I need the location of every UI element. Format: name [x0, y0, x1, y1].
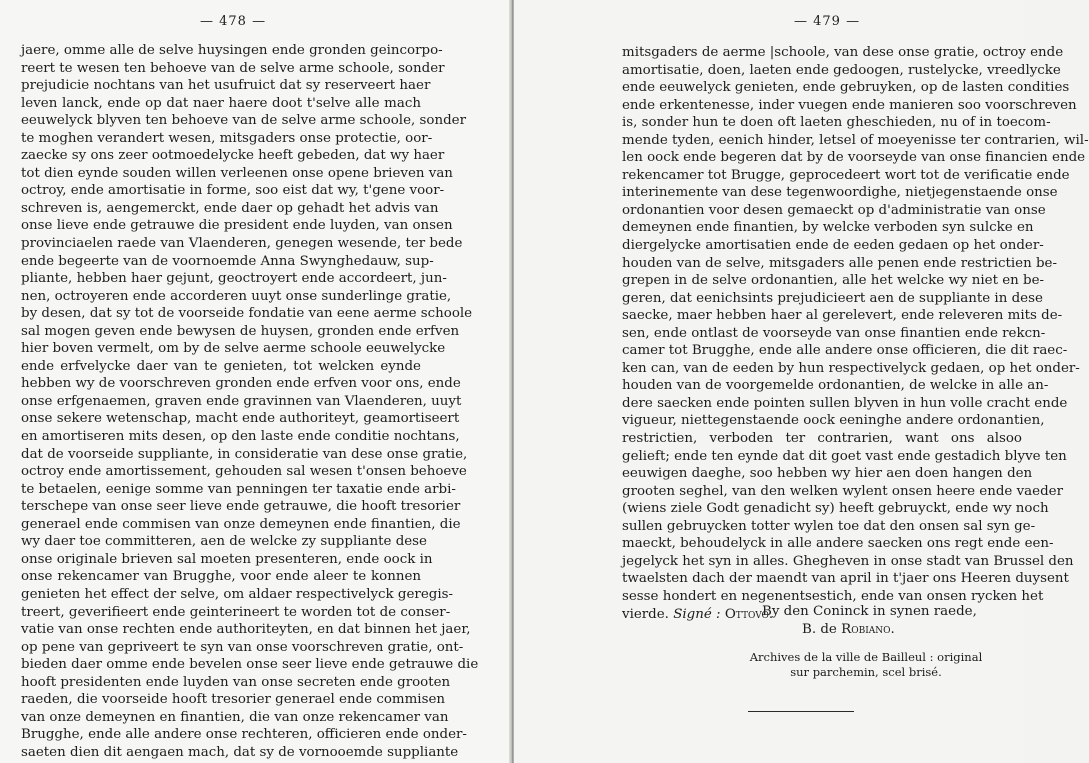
- text-line: (wiens ziele Godt genadicht sy) heeft gebruyckt, ende wy noch: [622, 501, 1049, 517]
- text-line: genieten het effect der selve, om aldaer respectivelyck geregis-: [21, 586, 453, 602]
- signatory: [802, 621, 895, 639]
- left-page-body: [21, 42, 479, 761]
- archive-note-line: sur parchemin, scel brisé.: [790, 665, 942, 679]
- text-line: sen, ende ontlast de voorseyde van onse finantien ende rekcn-: [622, 325, 1046, 341]
- text-line: sullen gebruycken totter wylen toe dat den onsen sal syn ge-: [622, 518, 1036, 534]
- text-line: is, sonder hun te doen oft laeten gheschieden, nu of in toecom-: [622, 115, 1051, 131]
- text-line: hebben wy de voorschreven gronden ende erfven voor ons, ende: [21, 376, 461, 392]
- page-number-right: — 479 —: [794, 14, 861, 29]
- text-line: hooft presidenten ende luyden van onse secreten ende grooten: [21, 674, 451, 690]
- text-line: sal mogen geven ende bewysen de huysen, gronden ende erfven: [21, 323, 460, 339]
- closing-word: vierde.: [622, 606, 669, 622]
- text-line: onse erfgenaemen, graven ende gravinnen van Vlaenderen, uuyt: [21, 393, 462, 409]
- text-line: generael ende commisen van onze demeynen ende finantien, die: [21, 516, 461, 532]
- text-line: amortisatie, doen, laeten ende gedoogen, rustelycke, vreedlycke: [622, 62, 1061, 78]
- signatory-name: Robiano.: [841, 622, 895, 637]
- text-line: interinemente van dese tegenwoordighe, nietjegenstaende onse: [622, 185, 1058, 201]
- text-line: te moghen verandert wesen, mitsgaders onse protectie, oor-: [21, 130, 433, 146]
- signature-line: By den Coninck in synen raede,: [762, 604, 977, 619]
- text-line: grepen in de selve ordonantien, alle het welcke wy niet en be-: [622, 273, 1045, 289]
- text-line: bieden daer omme ende bevelen onse seer lieve ende getrauwe die: [21, 657, 479, 673]
- text-line: pliante, hebben haer gejunt, geoctroyert ende accordeert, jun-: [21, 271, 447, 287]
- text-line: wy daer toe committeren, aen de welcke zy suppliante dese: [21, 534, 427, 550]
- text-line: op pene van gepriveert te syn van onse voorschreven gratie, ont-: [21, 639, 464, 655]
- text-line: prejudicie nochtans van het usufruict dat sy reserveert haer: [21, 78, 431, 94]
- left-page: [0, 0, 512, 763]
- text-line: houden van de voorgemelde ordonantien, de welcke in alle an-: [622, 378, 1049, 394]
- text-line: Brugghe, ende alle andere onse rechteren, officieren ende onder-: [21, 727, 467, 743]
- text-line: ken can, van de eeden by hun respectivelyck gedaen, op het onder-: [622, 360, 1080, 376]
- text-line: rekencamer tot Brugge, geprocedeert wort tot de verificatie ende: [622, 167, 1070, 183]
- text-line: eeuwigen daeghe, soo hebben wy hier aen doen hangen den: [622, 466, 1033, 482]
- text-line: nen, octroyeren ende accorderen uuyt onse sunderlinge gratie,: [21, 288, 452, 304]
- text-line: ende erkentenesse, inder vuegen ende manieren soo voorschreven: [622, 97, 1077, 113]
- text-line: terschepe van onse seer lieve ende getrauwe, die hooft tresorier: [21, 499, 461, 515]
- text-line: treert, geverifieert ende geinterineert te worden tot de conser-: [21, 604, 451, 620]
- text-line: diergelycke amortisatien ende de eeden gedaen op het onder-: [622, 238, 1044, 254]
- signe-label: Signé :: [673, 606, 721, 622]
- text-line: jaere, omme alle de selve huysingen ende gronden geincorpo-: [21, 43, 443, 58]
- text-line: en amortiseren mits desen, op den laste ende conditie nochtans,: [21, 429, 460, 445]
- text-line: mitsgaders de aerme |schoole, van dese onse gratie, octroy ende: [622, 45, 1064, 60]
- text-line: onse rekencamer van Brugghe, voor ende aleer te konnen: [21, 569, 421, 585]
- archive-note: [736, 650, 996, 680]
- text-line: houden van de selve, mitsgaders alle penen ende restrictien be-: [622, 255, 1057, 271]
- text-line: grooten seghel, van den welken wylent onsen heere ende vaeder: [622, 483, 1063, 499]
- text-line: provinciaelen raede van Vlaenderen, genegen wesende, ter bede: [21, 236, 463, 252]
- closing-rule: [748, 711, 854, 712]
- page-number-left: — 478 —: [200, 14, 267, 29]
- text-line: geren, dat eenichsints prejudicieert aen de suppliante in dese: [622, 290, 1043, 306]
- text-line: ordonantien voor desen gemaeckt op d'administratie van onse: [622, 202, 1046, 218]
- text-line: leven lanck, ende op dat naer haere doot t'selve alle mach: [21, 95, 421, 111]
- text-line: van onze demeynen en finantien, die van onze rekencamer van: [21, 709, 449, 725]
- text-line: dere saecken ende pointen sullen blyven in hun volle cracht ende: [622, 395, 1068, 411]
- text-line: eeuwelyck blyven ten behoeve van de selve arme schoole, sonder: [21, 113, 466, 129]
- signe-name: Ottovo.: [724, 606, 774, 622]
- text-line: vatie van onse rechten ende authoriteyten, en dat binnen het jaer,: [21, 622, 471, 638]
- text-line: tot dien eynde souden willen verleenen onse opene brieven van: [21, 165, 453, 181]
- text-line: ende erfvelycke daer van te genieten, tot welcken eynde: [21, 358, 421, 374]
- text-line: schreven is, aengemerckt, ende daer op gehadt het advis van: [21, 200, 439, 216]
- text-line: maeckt, behoudelyck in alle andere saecken ons regt ende een-: [622, 536, 1054, 552]
- text-line: octroy, ende amortisatie in forme, soo eist dat wy, t'gene voor-: [21, 183, 445, 199]
- text-line: by desen, dat sy tot de voorseide fondatie van eene aerme schoole: [21, 306, 473, 322]
- text-line: zaecke sy ons zeer ootmoedelycke heeft gebeden, dat wy haer: [21, 148, 445, 164]
- text-line: demeynen ende finantien, by welcke verboden syn sulcke en: [622, 220, 1034, 236]
- text-line: mende tyden, eenich hinder, letsel of moeyenisse ter contrarien, wil-: [622, 132, 1089, 148]
- text-line: sesse hondert en negenentsestich, ende van onsen rycken het: [622, 588, 1044, 604]
- text-line: len oock ende begeren dat by de voorseyde van onse financien ende: [622, 150, 1086, 166]
- text-line: octroy ende amortissement, gehouden sal wesen t'onsen behoeve: [21, 464, 467, 480]
- text-line: ende begeerte van de voornoemde Anna Swynghedauw, sup-: [21, 253, 434, 269]
- text-line: hier boven vermelt, om by de selve aerme schoole eeuwelycke: [21, 341, 446, 357]
- text-line: onse lieve ende getrauwe die president ende luyden, van onsen: [21, 218, 453, 234]
- text-line: te betaelen, eenige somme van penningen ter taxatie ende arbi-: [21, 481, 456, 497]
- text-line: saeten dien dit aengaen mach, dat sy de vornooemde suppliante: [21, 744, 459, 760]
- text-line: camer tot Brugghe, ende alle andere onse officieren, die dit raec-: [622, 343, 1068, 359]
- text-line: vigueur, niettegenstaende oock eeninghe andere ordonantien,: [622, 413, 1045, 429]
- text-line: gelieft; ende ten eynde dat dit goet vast ende gestadich blyve ten: [622, 448, 1067, 464]
- text-line: saecke, maer hebben haer al gerelevert, ende releveren mits de-: [622, 308, 1063, 324]
- signatory-initial: B. de: [802, 622, 837, 637]
- right-page: [514, 0, 1089, 763]
- text-line: raeden, die voorseide hooft tresorier generael ende commisen: [21, 692, 446, 708]
- text-line: restrictien, verboden ter contrarien, want ons alsoo: [622, 431, 1022, 447]
- text-line: ende eeuwelyck genieten, ende gebruyken, op de lasten condities: [622, 80, 1070, 96]
- text-line: reert te wesen ten behoeve van de selve arme schoole, sonder: [21, 60, 445, 76]
- text-line: twaelsten dach der maendt van april in t'jaer ons Heeren duysent: [622, 571, 1069, 587]
- text-line: onse sekere wetenschap, macht ende authoriteyt, geamortiseert: [21, 411, 460, 427]
- text-line: dat de voorseide suppliante, in consideratie van dese onse gratie,: [21, 446, 468, 462]
- text-line: jegelyck het syn in alles. Ghegheven in onse stadt van Brussel den: [622, 553, 1074, 569]
- archive-note-line: Archives de la ville de Bailleul : original: [749, 650, 983, 664]
- text-line: onse originale brieven sal moeten presenteren, ende oock in: [21, 551, 433, 567]
- right-page-body: [622, 44, 1089, 623]
